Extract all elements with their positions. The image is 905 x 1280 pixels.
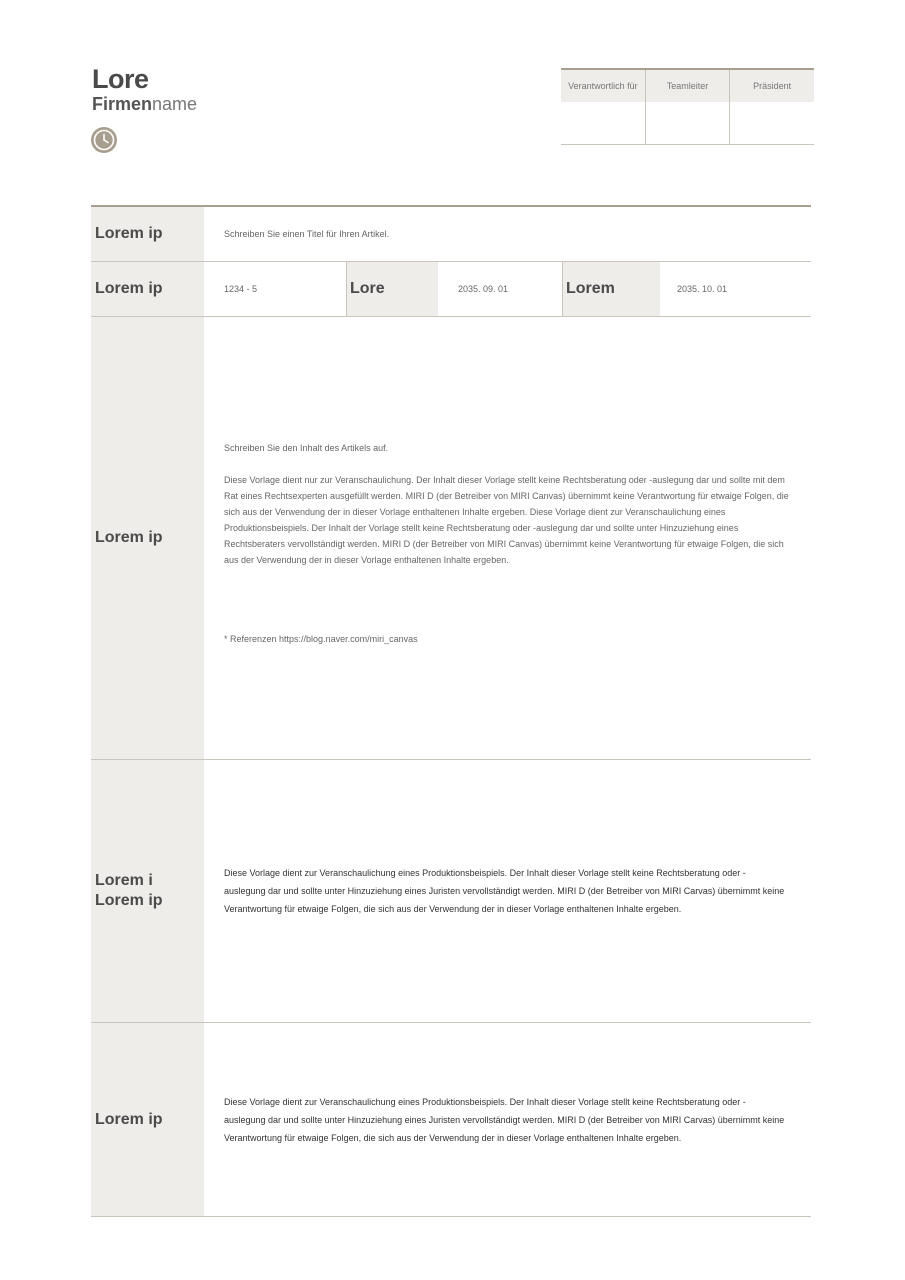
company-name-bold: Firmen: [92, 94, 153, 114]
section-label-line2: Lorem ip: [95, 892, 163, 909]
approval-column: [561, 70, 646, 144]
content-reference: * Referenzen https://blog.naver.com/miri_canvas: [224, 634, 418, 644]
date1-field[interactable]: 2035. 09. 01: [458, 284, 509, 294]
content-row: [91, 317, 811, 760]
approval-column: [730, 70, 814, 144]
article-form: [91, 205, 811, 1217]
approval-table: [561, 68, 814, 145]
section-field[interactable]: [204, 760, 811, 1022]
approval-signature-box[interactable]: [646, 102, 730, 144]
company-name-light: name: [152, 94, 198, 114]
content-field[interactable]: [204, 317, 811, 759]
section-field[interactable]: [204, 1023, 811, 1216]
approval-signature-box[interactable]: [561, 102, 645, 144]
section-row: [91, 1023, 811, 1217]
approval-header: Teamleiter: [646, 70, 730, 102]
approval-header: Präsident: [730, 70, 814, 102]
date1-label: Lore: [346, 262, 438, 316]
date2-field[interactable]: 2035. 10. 01: [677, 284, 728, 294]
number-label: Lorem ip: [91, 262, 204, 316]
approval-header: Verantwortlich für: [561, 70, 645, 102]
content-intro: Schreiben Sie den Inhalt des Artikels auf.: [224, 443, 389, 453]
number-field[interactable]: 1234 - 5: [224, 284, 258, 294]
date2-label: Lorem: [562, 262, 660, 316]
section-label: [91, 760, 204, 1022]
meta-row: [91, 262, 811, 317]
section-label-line1: Lorem i: [95, 872, 153, 889]
title-label: Lorem ip: [91, 207, 204, 261]
content-body: Diese Vorlage dient nur zur Veranschaulichung. Der Inhalt dieser Vorlage stellt keine Rechtsberatung oder -auslegung dar und sollte mit dem Rat eines Rechtsexperten ausgefüllt werden. MIRI D (der Betreiber von MIRI Canvas) übernimmt keine Verantwortung für etwaige Folgen, die sich aus der Verwendung der in dieser Vorlage enthaltenen Inhalte ergeben. Diese Vorlage dient zur Veranschaulichung eines Produktionsbeispiels. Der Inhalt der Vorlage stellt keine Rechtsberatung oder -auslegung dar und sollte unter Hinzuziehung eines Rechtsberaters vervollständigt werden. MIRI D (der Betreiber von MIRI Canvas) übernimmt keine Verantwortung für etwaige Folgen, die sich aus der Verwendung der in dieser Vorlage enthaltenen Inhalte ergeben.: [224, 475, 789, 565]
approval-column: [646, 70, 731, 144]
title-field[interactable]: Schreiben Sie einen Titel für Ihren Artikel.: [224, 229, 390, 239]
section-text: Diese Vorlage dient zur Veranschaulichung eines Produktionsbeispiels. Der Inhalt dieser Vorlage stellt keine Rechtsberatung oder -auslegung dar und sollte unter Hinzuziehung eines Juristen vervollständigt werden. MIRI D (der Betreiber von MIRI Carvas) übernimmt keine Verantwortung für etwaige Folgen, die sich aus der Verwendung der in dieser Vorlage enthaltenen Inhalte ergeben.: [224, 1096, 785, 1143]
content-label: Lorem ip: [91, 317, 204, 759]
section-text: Diese Vorlage dient zur Veranschaulichung eines Produktionsbeispiels. Der Inhalt dieser Vorlage stellt keine Rechtsberatung oder -auslegung dar und sollte unter Hinzuziehung eines Juristen vervollständigt werden. MIRI D (der Betreiber von MIRI Carvas) übernimmt keine Verantwortung für etwaige Folgen, die sich aus der Verwendung der in dieser Vorlage enthaltenen Inhalte ergeben.: [224, 868, 785, 914]
title-row: [91, 207, 811, 262]
section-label: Lorem ip: [91, 1023, 204, 1216]
section-row: [91, 760, 811, 1023]
company-logo-title: Lore: [92, 64, 149, 94]
approval-signature-box[interactable]: [730, 102, 814, 144]
company-name: [92, 94, 197, 115]
clock-icon: [90, 126, 118, 154]
